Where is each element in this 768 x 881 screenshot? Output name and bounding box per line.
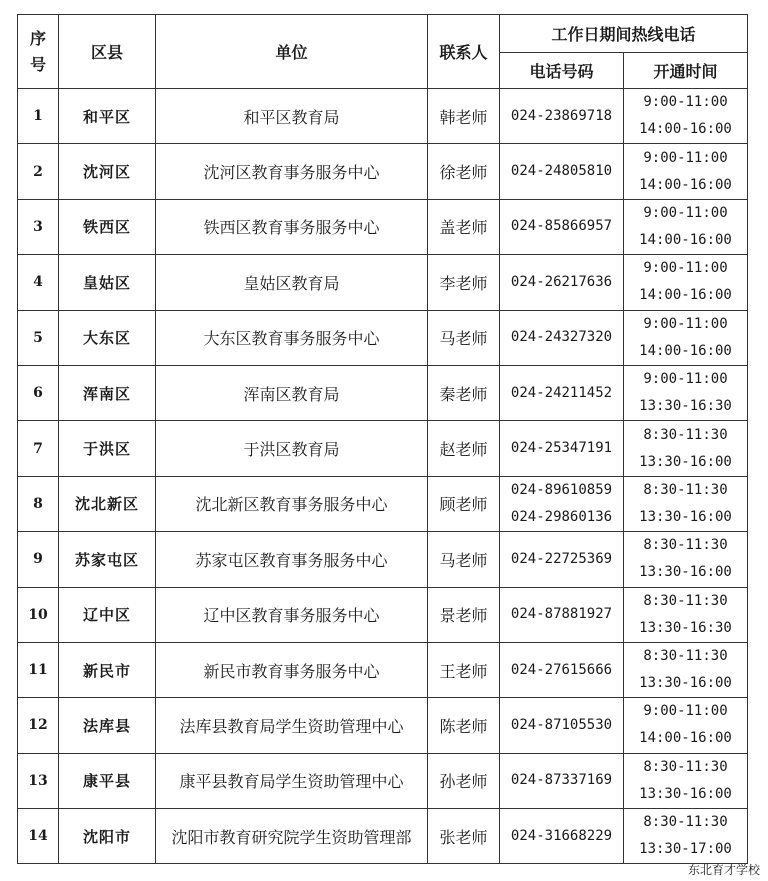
open-hours: 9:00-11:00 — [643, 703, 728, 720]
row-unit: 和平区教育局 — [156, 89, 428, 144]
table-row — [18, 587, 748, 642]
row-phone-cell — [500, 587, 624, 642]
row-unit: 于洪区教育局 — [156, 421, 428, 476]
row-seq: 1 — [18, 89, 59, 144]
row-unit: 康平县教育局学生资助管理中心 — [156, 753, 428, 808]
row-hours-cell — [624, 255, 748, 310]
row-district: 苏家屯区 — [59, 532, 156, 587]
row-contact: 张老师 — [428, 809, 500, 864]
phone-number: 024-26217636 — [510, 273, 613, 290]
hotline-group-header: 工作日期间热线电话 — [500, 15, 748, 53]
open-hours: 8:30-11:30 — [643, 481, 728, 498]
row-seq: 5 — [18, 310, 59, 365]
row-hours-cell — [624, 809, 748, 864]
row-seq: 11 — [18, 642, 59, 697]
row-hours-cell — [624, 89, 748, 144]
watermark: 东北育才学校 — [687, 863, 760, 877]
row-unit: 皇姑区教育局 — [156, 255, 428, 310]
row-phone-cell — [500, 809, 624, 864]
row-contact: 李老师 — [428, 255, 500, 310]
table-row — [18, 476, 748, 531]
open-hours: 9:00-11:00 — [643, 94, 728, 111]
row-contact: 韩老师 — [428, 89, 500, 144]
row-contact: 赵老师 — [428, 421, 500, 476]
table-row — [18, 255, 748, 310]
open-hours: 14:00-16:00 — [639, 287, 732, 304]
open-hours: 13:30-16:30 — [639, 619, 732, 636]
row-contact: 马老师 — [428, 532, 500, 587]
row-district: 于洪区 — [59, 421, 156, 476]
row-phone-cell — [500, 698, 624, 753]
row-seq: 9 — [18, 532, 59, 587]
table-row — [18, 89, 748, 144]
row-seq: 3 — [18, 199, 59, 254]
row-hours-cell — [624, 199, 748, 254]
row-seq: 12 — [18, 698, 59, 753]
row-hours-cell — [624, 753, 748, 808]
row-contact: 盖老师 — [428, 199, 500, 254]
row-contact: 陈老师 — [428, 698, 500, 753]
open-hours: 8:30-11:30 — [643, 648, 728, 665]
open-hours: 9:00-11:00 — [643, 260, 728, 277]
hotline-table — [17, 14, 748, 864]
row-contact: 秦老师 — [428, 365, 500, 420]
row-seq: 2 — [18, 144, 59, 199]
phone-number: 024-85866957 — [510, 218, 613, 235]
row-district: 浑南区 — [59, 365, 156, 420]
row-seq: 13 — [18, 753, 59, 808]
seq-header-text: 序号 — [29, 28, 46, 74]
open-hours: 13:30-16:00 — [639, 785, 732, 802]
row-contact: 马老师 — [428, 310, 500, 365]
table-row — [18, 421, 748, 476]
row-district: 法库县 — [59, 698, 156, 753]
row-hours-cell — [624, 476, 748, 531]
contact-header: 联系人 — [428, 15, 500, 89]
row-unit: 沈北新区教育事务服务中心 — [156, 476, 428, 531]
row-phone-cell — [500, 144, 624, 199]
row-phone-cell — [500, 310, 624, 365]
row-district: 和平区 — [59, 89, 156, 144]
open-hours: 8:30-11:30 — [643, 592, 728, 609]
phone-number: 024-25347191 — [510, 440, 613, 457]
phone-number: 024-27615666 — [510, 661, 613, 678]
row-contact: 顾老师 — [428, 476, 500, 531]
table-row — [18, 809, 748, 864]
phone-number: 024-87337169 — [510, 772, 613, 789]
row-district: 康平县 — [59, 753, 156, 808]
table-row — [18, 753, 748, 808]
open-hours: 14:00-16:00 — [639, 176, 732, 193]
row-phone-cell — [500, 365, 624, 420]
table-row — [18, 532, 748, 587]
open-hours: 9:00-11:00 — [643, 149, 728, 166]
open-hours: 13:30-16:00 — [639, 564, 732, 581]
row-seq: 10 — [18, 587, 59, 642]
row-phone-cell — [500, 476, 624, 531]
table-row — [18, 144, 748, 199]
row-district: 沈河区 — [59, 144, 156, 199]
row-district: 大东区 — [59, 310, 156, 365]
phone-number: 024-23869718 — [510, 107, 613, 124]
phone-number: 024-89610859 — [510, 481, 613, 498]
open-hours: 8:30-11:30 — [643, 426, 728, 443]
open-hours: 14:00-16:00 — [639, 342, 732, 359]
row-hours-cell — [624, 532, 748, 587]
row-unit: 沈河区教育事务服务中心 — [156, 144, 428, 199]
row-hours-cell — [624, 421, 748, 476]
row-hours-cell — [624, 144, 748, 199]
seq-header — [18, 15, 59, 89]
row-hours-cell — [624, 642, 748, 697]
row-district: 沈阳市 — [59, 809, 156, 864]
row-unit: 苏家屯区教育事务服务中心 — [156, 532, 428, 587]
row-district: 新民市 — [59, 642, 156, 697]
phone-number: 024-24805810 — [510, 163, 613, 180]
row-unit: 辽中区教育事务服务中心 — [156, 587, 428, 642]
table-row — [18, 365, 748, 420]
phone-number: 024-24327320 — [510, 329, 613, 346]
row-unit: 铁西区教育事务服务中心 — [156, 199, 428, 254]
row-seq: 6 — [18, 365, 59, 420]
row-seq: 7 — [18, 421, 59, 476]
open-hours: 13:30-17:00 — [639, 841, 732, 858]
open-hours: 13:30-16:00 — [639, 453, 732, 470]
row-hours-cell — [624, 310, 748, 365]
phone-number: 024-87881927 — [510, 606, 613, 623]
row-phone-cell — [500, 753, 624, 808]
district-header: 区县 — [59, 15, 156, 89]
row-seq: 8 — [18, 476, 59, 531]
row-hours-cell — [624, 698, 748, 753]
open-hours: 9:00-11:00 — [643, 204, 728, 221]
open-hours: 14:00-16:00 — [639, 730, 732, 747]
row-seq: 4 — [18, 255, 59, 310]
open-hours: 8:30-11:30 — [643, 758, 728, 775]
row-district: 皇姑区 — [59, 255, 156, 310]
open-hours: 8:30-11:30 — [643, 814, 728, 831]
row-district: 铁西区 — [59, 199, 156, 254]
phone-number: 024-87105530 — [510, 716, 613, 733]
open-hours: 9:00-11:00 — [643, 315, 728, 332]
row-phone-cell — [500, 255, 624, 310]
table-row — [18, 698, 748, 753]
row-contact: 王老师 — [428, 642, 500, 697]
row-phone-cell — [500, 89, 624, 144]
open-hours: 13:30-16:00 — [639, 675, 732, 692]
row-district: 沈北新区 — [59, 476, 156, 531]
row-phone-cell — [500, 421, 624, 476]
row-district: 辽中区 — [59, 587, 156, 642]
row-unit: 法库县教育局学生资助管理中心 — [156, 698, 428, 753]
row-unit: 沈阳市教育研究院学生资助管理部 — [156, 809, 428, 864]
hours-header: 开通时间 — [624, 53, 748, 89]
row-contact: 孙老师 — [428, 753, 500, 808]
table-row — [18, 199, 748, 254]
row-hours-cell — [624, 587, 748, 642]
phone-number: 024-24211452 — [510, 384, 613, 401]
row-phone-cell — [500, 199, 624, 254]
row-unit: 浑南区教育局 — [156, 365, 428, 420]
unit-header: 单位 — [156, 15, 428, 89]
open-hours: 14:00-16:00 — [639, 121, 732, 138]
row-contact: 徐老师 — [428, 144, 500, 199]
row-phone-cell — [500, 532, 624, 587]
table-row — [18, 310, 748, 365]
table-row — [18, 642, 748, 697]
open-hours: 13:30-16:30 — [639, 398, 732, 415]
row-hours-cell — [624, 365, 748, 420]
row-contact: 景老师 — [428, 587, 500, 642]
row-unit: 大东区教育事务服务中心 — [156, 310, 428, 365]
open-hours: 8:30-11:30 — [643, 537, 728, 554]
open-hours: 13:30-16:00 — [639, 508, 732, 525]
open-hours: 9:00-11:00 — [643, 371, 728, 388]
row-phone-cell — [500, 642, 624, 697]
phone-number: 024-29860136 — [510, 508, 613, 525]
row-unit: 新民市教育事务服务中心 — [156, 642, 428, 697]
open-hours: 14:00-16:00 — [639, 231, 732, 248]
phone-number: 024-22725369 — [510, 550, 613, 567]
table-body — [18, 89, 748, 864]
row-seq: 14 — [18, 809, 59, 864]
phone-header: 电话号码 — [500, 53, 624, 89]
phone-number: 024-31668229 — [510, 827, 613, 844]
